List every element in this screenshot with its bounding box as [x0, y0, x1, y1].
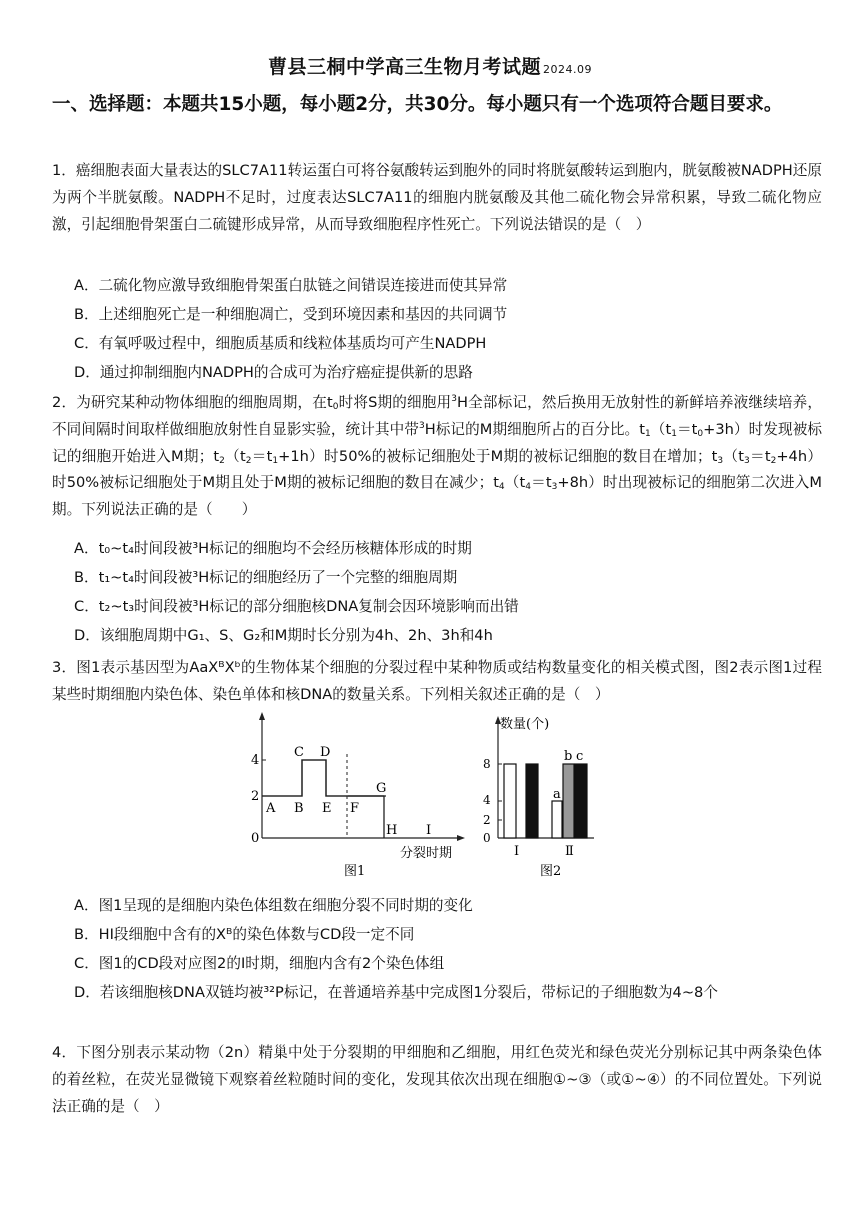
fig2-label-b: b [564, 749, 573, 764]
q2-text-16: +8h）时出现被标记的细胞第二次进入M期。下列说法正确的是（ ） [52, 474, 822, 519]
q2-text-8: （t [224, 447, 246, 465]
q2-text-3: H全部标记，然后换用无放射性的新鲜培养液继续培养，不同间隔时间取样做细胞放射性自显影实验，统计其中带 [52, 394, 822, 438]
fig1-step-line [262, 760, 386, 796]
q2-text-7: +3h）时发现被标记的细胞开始进入M期；t [52, 420, 822, 465]
fig1-label-e: E [322, 801, 332, 816]
figure-2 [483, 716, 594, 879]
fig2-ytick-2: 2 [483, 813, 491, 827]
fig1-ytick-2: 2 [251, 789, 260, 804]
fig1-caption: 图1 [344, 864, 366, 879]
question-2-option-a: A．t₀~t₄时间段被³H标记的细胞均不会经历核糖体形成的时期 [74, 540, 472, 557]
q2-text-2: 时将S期的细胞用 [338, 394, 452, 411]
q2-text-10: +1h）时50%的被标记细胞处于M期的被标记细胞的数目在增加；t [278, 447, 718, 465]
question-2-option-b: B．t₁~t₄时间段被³H标记的细胞经历了一个完整的细胞周期 [74, 569, 458, 586]
fig2-bar-group1-c [526, 764, 538, 838]
q2-text-12: ＝t [749, 447, 771, 465]
fig2-bar-group2-b [563, 764, 574, 838]
question-1-option-d: D．通过抑制细胞内NADPH的合成可为治疗癌症提供新的思路 [74, 364, 473, 381]
fig1-label-h: H [386, 823, 398, 838]
q2-text-11: （t [723, 447, 744, 465]
q2-text-15: ＝t [531, 474, 552, 492]
fig2-ytick-0: 0 [483, 831, 491, 845]
question-1-option-a: A．二硫化物应激导致细胞骨架蛋白肽链之间错误连接进而使其异常 [74, 277, 508, 294]
fig1-ytick-0: 0 [251, 831, 260, 846]
fig2-ytick-8: 8 [483, 757, 491, 771]
q2-text-9: ＝t [251, 447, 273, 465]
figures [236, 712, 606, 882]
page-title [0, 52, 860, 79]
question-2-option-d: D．该细胞周期中G₁、S、G₂和M期时长分别为4h、2h、3h和4h [74, 627, 493, 644]
question-2-stem: 2．为研究某种动物体细胞的细胞周期，在$t_0$时将S期的细胞用$^3$H全部标记，然后换用无放射性的新鲜培养液继续培养，不同间隔时间取样做细胞放射性自显影实验，统计其中带$^3$H标记的M期细胞所占的百分比。$t_1(t_1=t_0+3h)$时发现被标记的细胞开始进入M期；$t_2(t_2=t_1+1h)$时50%的被标记细胞处于M期的被标记细胞的数目在增加；$t_3(t_3=t_2+4h)$时50%被标记细胞处于M期且处于M期的被标记细胞的数目在减少；$t_4(t_4=t_3+8h)$时出现被标记的细胞第二次进入M期。下列说法正确的是（ ） [52, 394, 822, 519]
q2-text-1: 2．为研究某种动物体细胞的细胞周期，在t [52, 394, 333, 411]
question-3-option-d: D．若该细胞核DNA双链均被³²P标记，在普通培养基中完成图1分裂后，带标记的子细胞数为4~8个 [74, 984, 718, 1001]
question-4-stem: 4．下图分别表示某动物（2n）精巢中处于分裂期的甲细胞和乙细胞，用红色荧光和绿色荧光分别标记其中两条染色体的着丝粒，在荧光显微镜下观察着丝粒随时间的变化，发现其依次出现在细胞①~③（或①~④）的不同位置处。下列说法正确的是（ ） [52, 1044, 822, 1115]
title-text: 曹县三桐中学高三生物月考试题 [267, 56, 541, 78]
fig1-label-b: B [294, 801, 304, 816]
fig2-label-a: a [553, 787, 561, 802]
fig2-bar-group1-a [504, 764, 516, 838]
fig1-xlabel: 分裂时期 [400, 846, 453, 861]
q2-text-6: ＝t [676, 420, 698, 438]
question-3-option-c: C．图1的CD段对应图2的Ⅰ时期，细胞内含有2个染色体组 [74, 955, 445, 972]
fig1-label-i: I [426, 823, 432, 838]
fig1-label-a: A [266, 801, 276, 816]
question-3-stem: 3．图1表示基因型为AaXᴮXᵇ的生物体某个细胞的分裂过程中某种物质或结构数量变化的相关模式图，图2表示图1过程某些时期细胞内染色体、染色单体和核DNA的数量关系。下列相关叙述正确的是（ ） [52, 659, 822, 703]
section-heading: 一、选择题：本题共15小题，每小题2分，共30分。每小题只有一个选项符合题目要求。 [52, 94, 783, 115]
fig2-ytick-4: 4 [483, 793, 491, 807]
q2-text-14: （t [504, 474, 526, 492]
question-1-option-b: B．上述细胞死亡是一种细胞凋亡，受到环境因素和基因的共同调节 [74, 306, 508, 323]
fig2-group-2: Ⅱ [565, 844, 574, 859]
fig1-ytick-4: 4 [251, 753, 260, 768]
q2-text-5: （t [650, 420, 672, 438]
figure-1 [251, 712, 465, 879]
fig2-caption: 图2 [540, 864, 562, 879]
question-1-option-c: C．有氧呼吸过程中，细胞质基质和线粒体基质均可产生NADPH [74, 335, 487, 352]
fig2-ylabel: 数量(个) [500, 717, 550, 732]
fig1-label-d: D [320, 745, 331, 760]
fig2-bar-group2-a [552, 801, 562, 838]
fig2-group-1: Ⅰ [514, 844, 520, 859]
question-3-option-a: A．图1呈现的是细胞内染色体组数在细胞分裂不同时期的变化 [74, 897, 473, 914]
q2-text-4: H标记的M期细胞所占的百分比。t [424, 420, 645, 438]
question-1-stem: 1．癌细胞表面大量表达的SLC7A11转运蛋白可将谷氨酸转运到胞外的同时将胱氨酸转运到胞内，胱氨酸被NADPH还原为两个半胱氨酸。NADPH不足时，过度表达SLC7A11的细胞内胱氨酸及其他二硫化物会异常积累，导致二硫化物应激，引起细胞骨架蛋白二硫键形成异常，从而导致细胞程序性死亡。下列说法错误的是（ ） [52, 162, 822, 233]
fig2-bar-group2-c [575, 764, 587, 838]
question-2-option-c: C．t₂~t₃时间段被³H标记的部分细胞核DNA复制会因环境影响而出错 [74, 598, 519, 615]
title-date: 2024.09 [543, 63, 592, 76]
question-3-option-b: B．HI段细胞中含有的Xᴮ的染色体数与CD段一定不同 [74, 926, 415, 943]
fig1-label-g: G [376, 781, 387, 796]
q2-text-13: +4h）时50%被标记细胞处于M期且处于M期的被标记细胞的数目在减少；t [52, 447, 822, 492]
fig2-label-c: c [576, 749, 584, 764]
fig1-label-c: C [294, 745, 304, 760]
fig1-label-f: F [350, 801, 360, 816]
